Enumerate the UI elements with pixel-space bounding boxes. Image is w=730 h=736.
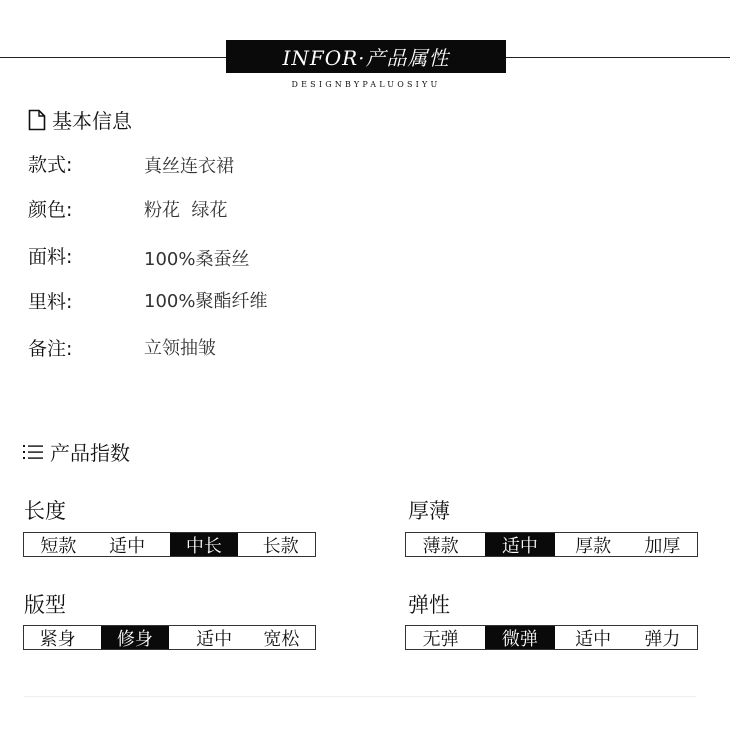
product-index-title [22,437,130,466]
info-value-style: 真丝连衣裙 [144,156,234,177]
option-length-short[interactable]: 短款 [40,535,77,557]
option-thickness-thick[interactable]: 厚款 [575,535,612,557]
option-length-medium[interactable]: 适中 [109,535,146,557]
index-bar-thickness [405,532,698,557]
option-thickness-medium[interactable]: 适中 [485,533,554,556]
option-fit-slim[interactable]: 修身 [101,626,168,649]
product-index-title-text: 产品指数 [50,441,130,465]
basic-info-title-text: 基本信息 [52,109,132,133]
banner-title: INFOR·产品属性 [282,46,450,70]
option-thickness-extra[interactable]: 加厚 [644,535,681,557]
index-bar-elasticity [405,625,698,650]
option-elasticity-slight[interactable]: 微弹 [485,626,554,649]
info-label-fabric: 面料: [28,246,73,268]
option-fit-regular[interactable]: 适中 [196,628,233,650]
info-label-color: 颜色: [28,199,73,221]
info-label-note: 备注: [28,338,73,360]
index-label-length: 长度 [24,499,66,523]
index-bar-length [23,532,316,557]
section-divider [24,696,696,697]
info-label-style: 款式: [28,154,73,176]
option-elasticity-stretch[interactable]: 弹力 [644,628,681,650]
basic-info-title [28,105,132,134]
header-subtitle: DESIGNBYPALUOSIYU [291,80,441,89]
info-value-note: 立领抽皱 [144,338,216,359]
document-icon [28,109,46,131]
info-value-fabric: 100%桑蚕丝 [144,249,250,270]
option-thickness-thin[interactable]: 薄款 [422,535,459,557]
option-fit-tight[interactable]: 紧身 [39,628,76,650]
info-value-lining: 100%聚酯纤维 [144,291,268,312]
option-elasticity-medium[interactable]: 适中 [575,628,612,650]
index-bar-fit [23,625,316,650]
header-banner [226,40,506,73]
option-elasticity-none[interactable]: 无弹 [422,628,459,650]
index-label-thickness: 厚薄 [408,499,450,523]
option-length-long[interactable]: 长款 [262,535,299,557]
option-fit-loose[interactable]: 宽松 [263,628,300,650]
index-label-fit: 版型 [24,593,66,617]
list-icon [22,442,44,462]
index-label-elasticity: 弹性 [408,593,450,617]
info-label-lining: 里料: [28,291,73,313]
option-length-midlong[interactable]: 中长 [170,533,239,556]
info-value-color: 粉花 绿花 [144,200,228,221]
